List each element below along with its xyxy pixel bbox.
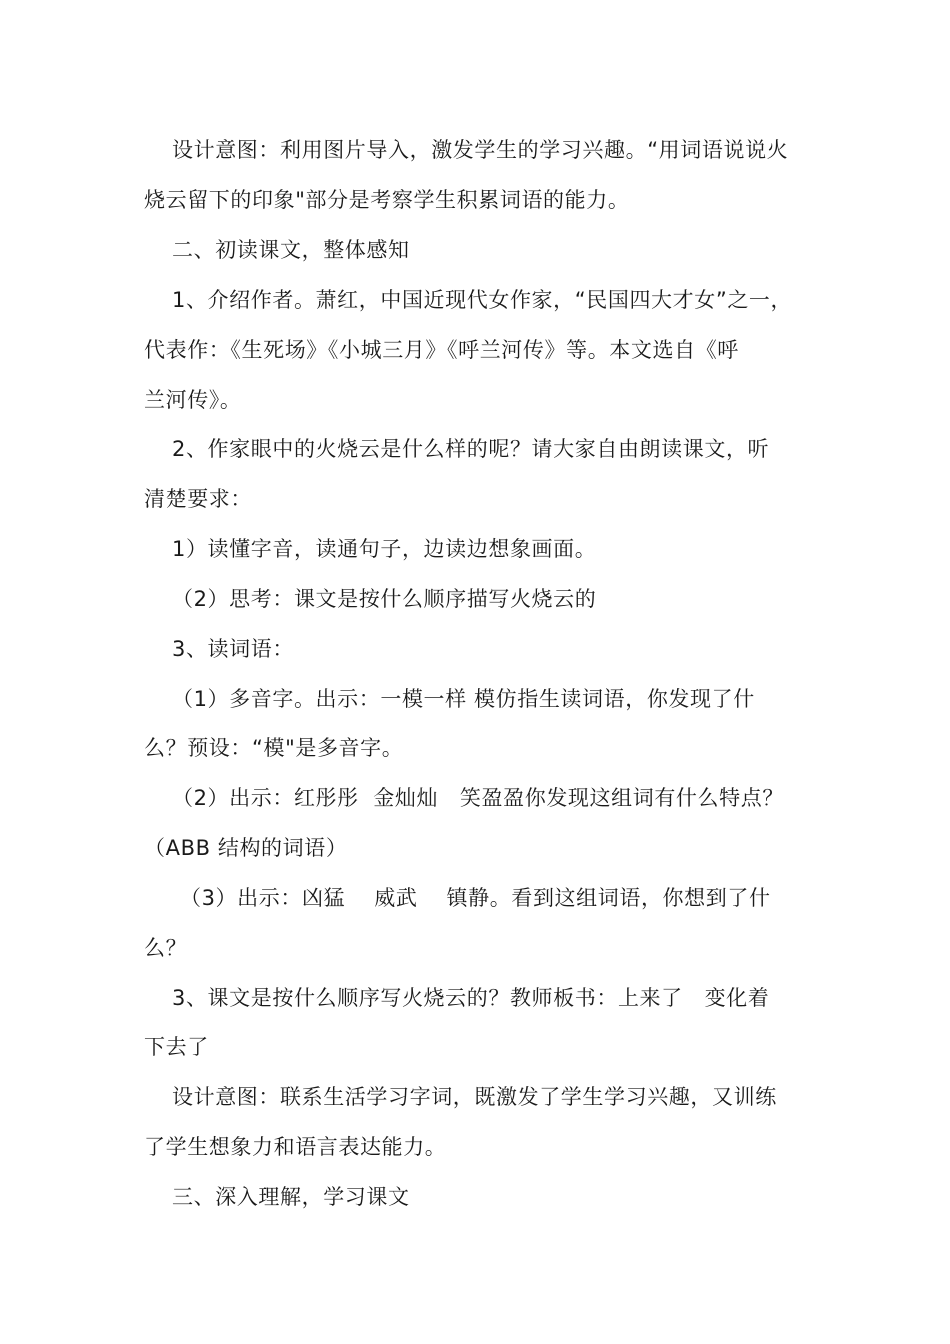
paragraph-design-intent-1: 设计意图：利用图片导入，激发学生的学习兴趣。“用词语说说火 <box>172 138 789 162</box>
list-item-requirement-2: （2）思考：课文是按什么顺序描写火烧云的 <box>172 587 597 611</box>
paragraph-reading-task: 2、作家眼中的火烧云是什么样的呢？请大家自由朗读课文，听 <box>172 437 770 461</box>
paragraph-design-intent-1-cont: 烧云留下的印象"部分是考察学生积累词语的能力。 <box>144 188 630 212</box>
paragraph-design-intent-2-cont: 了学生想象力和语言表达能力。 <box>144 1135 447 1159</box>
paragraph-author-intro: 1、介绍作者。萧红，中国近现代女作家，“民国四大才女”之一， <box>172 288 793 312</box>
list-item-polyphone: （1）多音字。出示：一模一样 模仿指生读词语，你发现了什 <box>172 687 755 711</box>
section-heading-3: 三、深入理解，学习课文 <box>172 1185 410 1209</box>
list-item-word-group-3: （3）出示：凶猛 威武 镇静。看到这组词语，你想到了什 <box>180 886 771 910</box>
list-item-word-group-3-cont: 么？ <box>144 936 188 960</box>
paragraph-author-intro-cont-2: 兰河传》。 <box>144 388 242 412</box>
paragraph-reading-task-cont: 清楚要求： <box>144 487 252 511</box>
list-item-abb-words: （2）出示：红彤彤 金灿灿 笑盈盈你发现这组词有什么特点？ <box>172 786 784 810</box>
list-item-requirement-1: 1）读懂字音，读通句子，边读边想象画面。 <box>172 537 597 561</box>
paragraph-read-words: 3、读词语： <box>172 637 294 661</box>
section-heading-2: 二、初读课文，整体感知 <box>172 238 410 262</box>
paragraph-order-question-cont: 下去了 <box>144 1035 209 1059</box>
paragraph-order-question: 3、课文是按什么顺序写火烧云的？教师板书：上来了 变化着 <box>172 986 770 1010</box>
paragraph-author-intro-cont-1: 代表作：《生死场》《小城三月》《呼兰河传》等。本文选自《呼 <box>144 338 739 362</box>
list-item-polyphone-cont: 么？预设：“模"是多音字。 <box>144 736 404 760</box>
list-item-abb-words-cont: （ABB 结构的词语） <box>144 836 348 860</box>
paragraph-design-intent-2: 设计意图：联系生活学习字词，既激发了学生学习兴趣，又训练 <box>172 1085 777 1109</box>
